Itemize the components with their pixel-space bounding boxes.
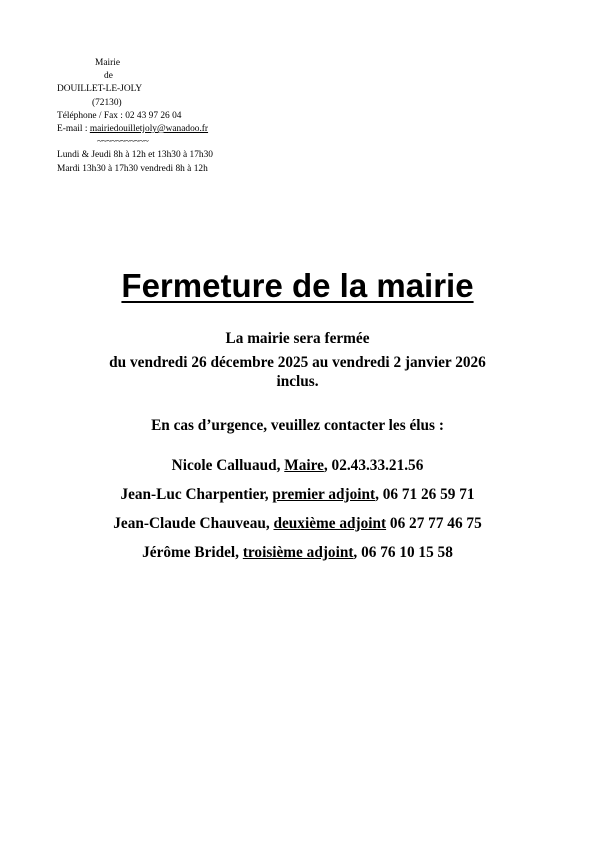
closing-line-3: inclus. <box>276 373 319 390</box>
letterhead-email-line <box>57 123 317 136</box>
contact-role: Maire <box>284 457 324 474</box>
letterhead-hours-2: Mardi 13h30 à 17h30 vendredi 8h à 12h <box>57 163 208 174</box>
contact-phone: , 02.43.33.21.56 <box>323 457 424 474</box>
contact-item <box>0 514 595 533</box>
contacts-list <box>0 456 595 572</box>
contact-item <box>0 456 595 475</box>
contact-item <box>0 485 595 504</box>
contact-role: premier adjoint <box>272 486 376 503</box>
letterhead-phone: Téléphone / Fax : 02 43 97 26 04 <box>57 110 182 121</box>
closing-notice <box>0 329 595 391</box>
letterhead-hours-1: Lundi & Jeudi 8h à 12h et 13h30 à 17h30 <box>57 150 213 161</box>
contact-role: troisième adjoint <box>242 544 354 561</box>
contact-phone: , 06 71 26 59 71 <box>375 486 475 503</box>
contact-role: deuxième adjoint <box>273 515 387 532</box>
closing-line-2: du vendredi 26 décembre 2025 au vendredi 2 janvier 2026 <box>109 354 486 371</box>
letterhead <box>57 57 317 176</box>
letterhead-postal-code: (72130) <box>92 97 122 108</box>
page-title: Fermeture de la mairie <box>121 267 474 304</box>
closing-line-1: La mairie sera fermée <box>225 330 370 347</box>
letterhead-separator: ~~~~~~~~~~~ <box>97 137 149 148</box>
letterhead-mairie: Mairie <box>95 58 120 68</box>
letterhead-de: de <box>104 71 113 82</box>
email-label: E-mail : <box>57 124 90 135</box>
contact-item <box>0 543 595 562</box>
urgence-notice: En cas d’urgence, veuillez contacter les élus : <box>151 417 444 434</box>
email-link[interactable]: mairiedouilletjoly@wanadoo.fr <box>89 124 209 135</box>
contact-name: Jean-Claude Chauveau, <box>113 515 274 532</box>
contact-name: Jérôme Bridel, <box>142 544 243 561</box>
contact-name: Nicole Calluaud, <box>171 457 285 474</box>
letterhead-commune: DOUILLET-LE-JOLY <box>57 84 143 95</box>
contact-phone: , 06 76 10 15 58 <box>353 544 453 561</box>
contact-name: Jean-Luc Charpentier, <box>120 486 273 503</box>
contact-phone: 06 27 77 46 75 <box>386 515 482 532</box>
